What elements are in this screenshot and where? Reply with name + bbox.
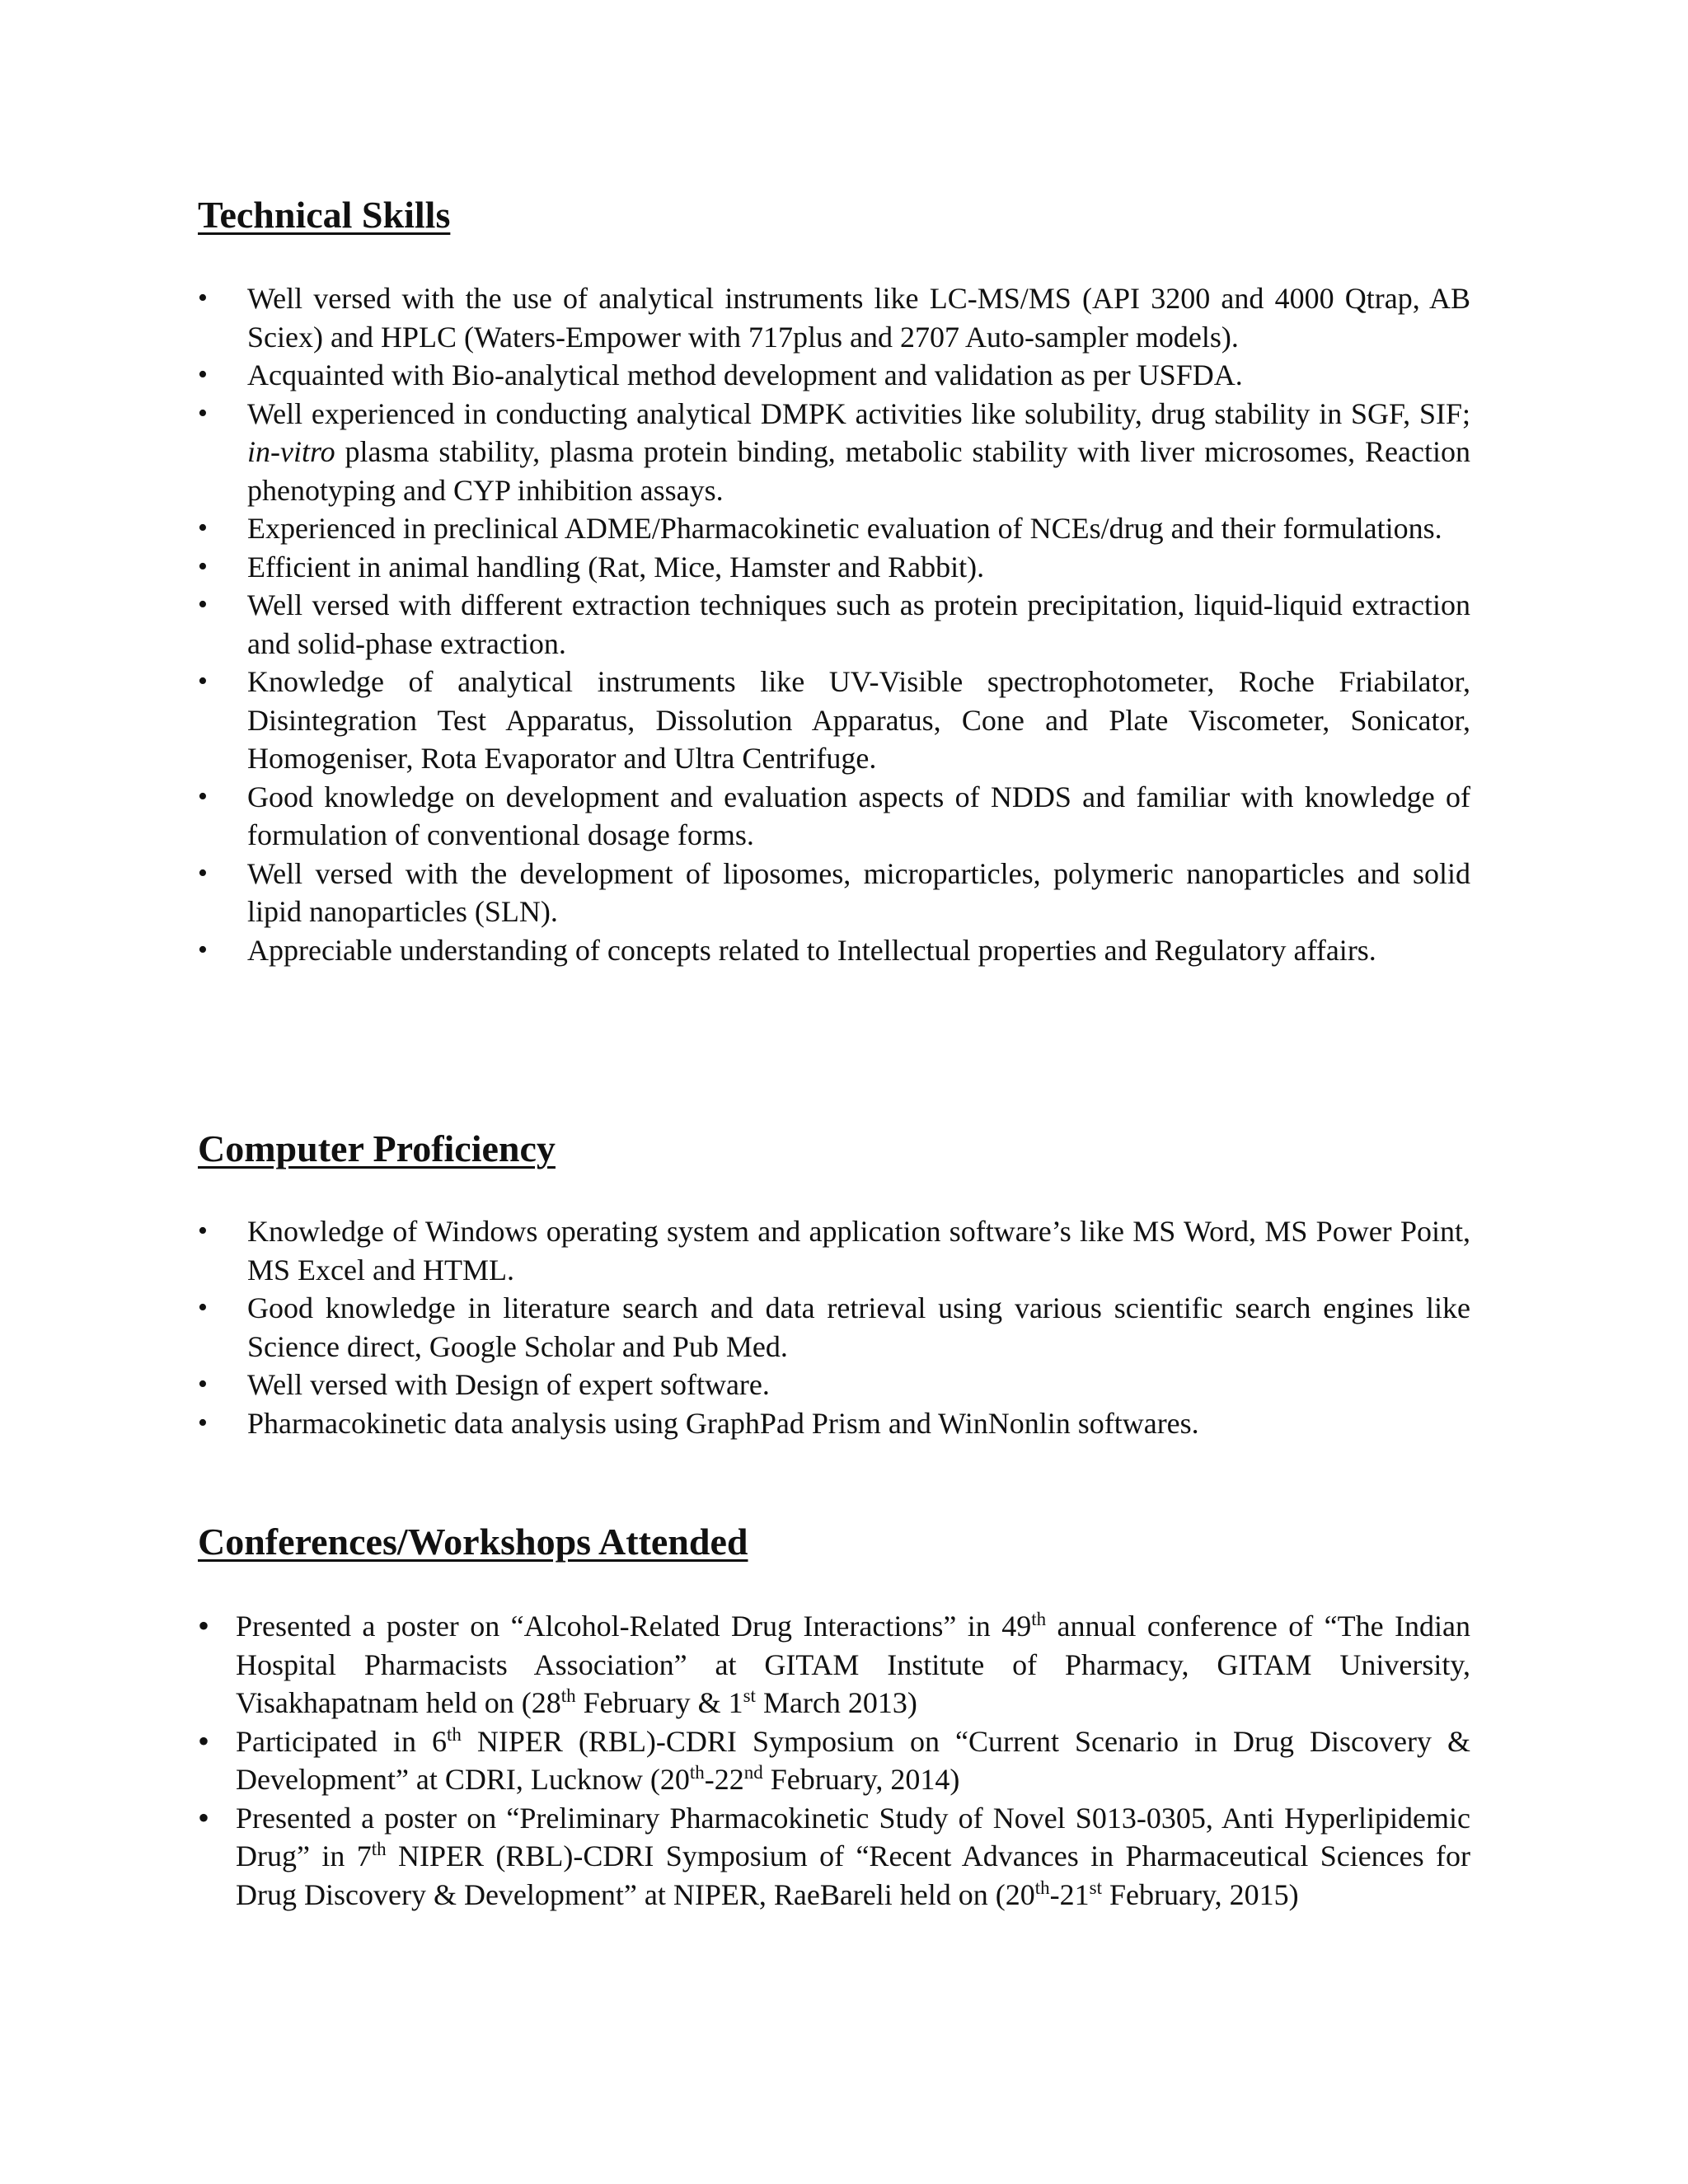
list-item	[198, 778, 1470, 855]
item-text: Knowledge of Windows operating system and application software’s like MS Word, MS Power Point, MS Excel and HTML.	[247, 1215, 1470, 1286]
item-text: Well versed with Design of expert software.	[247, 1368, 770, 1401]
item-text: February, 2014)	[762, 1763, 960, 1796]
list-item	[198, 1404, 1470, 1443]
superscript-text: st	[743, 1685, 756, 1706]
item-text: Presented a poster on “Alcohol-Related Drug Interactions” in 49	[236, 1610, 1032, 1643]
list-item	[198, 1366, 1470, 1404]
superscript-text: th	[1034, 1877, 1050, 1898]
conferences-list	[198, 1607, 1470, 1914]
list-item	[198, 663, 1470, 778]
item-text: Good knowledge on development and evaluation aspects of NDDS and familiar with knowledge of formulation of conventional dosage forms.	[247, 780, 1470, 851]
item-text: Appreciable understanding of concepts related to Intellectual properties and Regulatory affairs.	[247, 933, 1376, 967]
italic-text: in-vitro	[247, 435, 335, 468]
list-item	[198, 855, 1470, 931]
superscript-text: th	[371, 1839, 387, 1859]
list-item	[198, 279, 1470, 356]
item-text: Participated in 6	[236, 1724, 447, 1758]
superscript-text: th	[446, 1723, 462, 1745]
item-text: Pharmacokinetic data analysis using GraphPad Prism and WinNonlin softwares.	[247, 1406, 1199, 1440]
item-text: plasma stability, plasma protein binding, metabolic stability with liver microsomes, Reaction phenotyping and CYP inhibition assays.	[247, 435, 1470, 507]
technical-skills-list	[198, 279, 1470, 969]
item-text: -22	[704, 1763, 744, 1796]
superscript-text: st	[1089, 1877, 1102, 1898]
list-item	[198, 548, 1470, 587]
item-text: March 2013)	[755, 1686, 917, 1719]
list-item	[198, 395, 1470, 510]
list-item	[198, 356, 1470, 395]
superscript-text: th	[1031, 1609, 1047, 1629]
item-text: February & 1	[575, 1686, 743, 1719]
superscript-text: th	[560, 1685, 576, 1706]
item-text: Knowledge of analytical instruments like UV-Visible spectrophotometer, Roche Friabilator, Disintegration Test Apparatus, Dissolution Apparatus, Cone and Plate Viscometer, Sonicator, Homogeniser, Rota Evaporator and Ultra Centrifuge.	[247, 665, 1470, 775]
item-text: Experienced in preclinical ADME/Pharmacokinetic evaluation of NCEs/drug and their formulations.	[247, 512, 1442, 545]
superscript-text: nd	[743, 1762, 763, 1783]
list-item	[198, 931, 1470, 970]
item-text: NIPER (RBL)-CDRI Symposium on “Current Scenario in Drug Discovery & Development” at CDRI, Lucknow (20	[236, 1724, 1470, 1796]
item-text: Well versed with the development of liposomes, microparticles, polymeric nanoparticles and solid lipid nanoparticles (SLN).	[247, 856, 1470, 928]
list-item	[198, 509, 1470, 548]
item-text: Well experienced in conducting analytical DMPK activities like solubility, drug stability in SGF, SIF;	[247, 396, 1470, 430]
computer-proficiency-list	[198, 1212, 1470, 1442]
item-text: Presented a poster on “Preliminary Pharmacokinetic Study of Novel S013-0305, Anti Hyperlipidemic Drug” in 7	[236, 1801, 1470, 1872]
list-item	[198, 1722, 1470, 1799]
item-text: Good knowledge in literature search and data retrieval using various scientific search engines like Science direct, Google Scholar and Pub Med.	[247, 1291, 1470, 1363]
technical-skills-heading: Technical Skills	[198, 194, 451, 236]
list-item	[198, 1799, 1470, 1915]
item-text: Efficient in animal handling (Rat, Mice, Hamster and Rabbit).	[247, 550, 985, 583]
item-text: Well versed with different extraction techniques such as protein precipitation, liquid-liquid extraction and solid-phase extraction.	[247, 588, 1470, 660]
superscript-text: th	[689, 1762, 705, 1783]
item-text: Well versed with the use of analytical instruments like LC-MS/MS (API 3200 and 4000 Qtrap, AB Sciex) and HPLC (Waters-Empower with 717plus and 2707 Auto-sampler models).	[247, 282, 1470, 354]
list-item	[198, 1607, 1470, 1722]
item-text: -21	[1049, 1877, 1090, 1911]
item-text: annual conference of “The Indian Hospital Pharmacists Association” at GITAM Institute of Pharmacy, GITAM University, Visakhapatnam held on (28	[236, 1610, 1471, 1719]
item-text: NIPER (RBL)-CDRI Symposium of “Recent Advances in Pharmaceutical Sciences for Drug Discovery & Development” at NIPER, RaeBareli held on (20	[236, 1840, 1470, 1911]
computer-proficiency-heading: Computer Proficiency	[198, 1127, 556, 1169]
list-item	[198, 586, 1470, 663]
item-text: Acquainted with Bio-analytical method development and validation as per USFDA.	[247, 359, 1243, 391]
conferences-heading: Conferences/Workshops Attended	[198, 1521, 748, 1563]
list-item	[198, 1289, 1470, 1366]
list-item	[198, 1212, 1470, 1289]
item-text: February, 2015)	[1101, 1877, 1299, 1911]
